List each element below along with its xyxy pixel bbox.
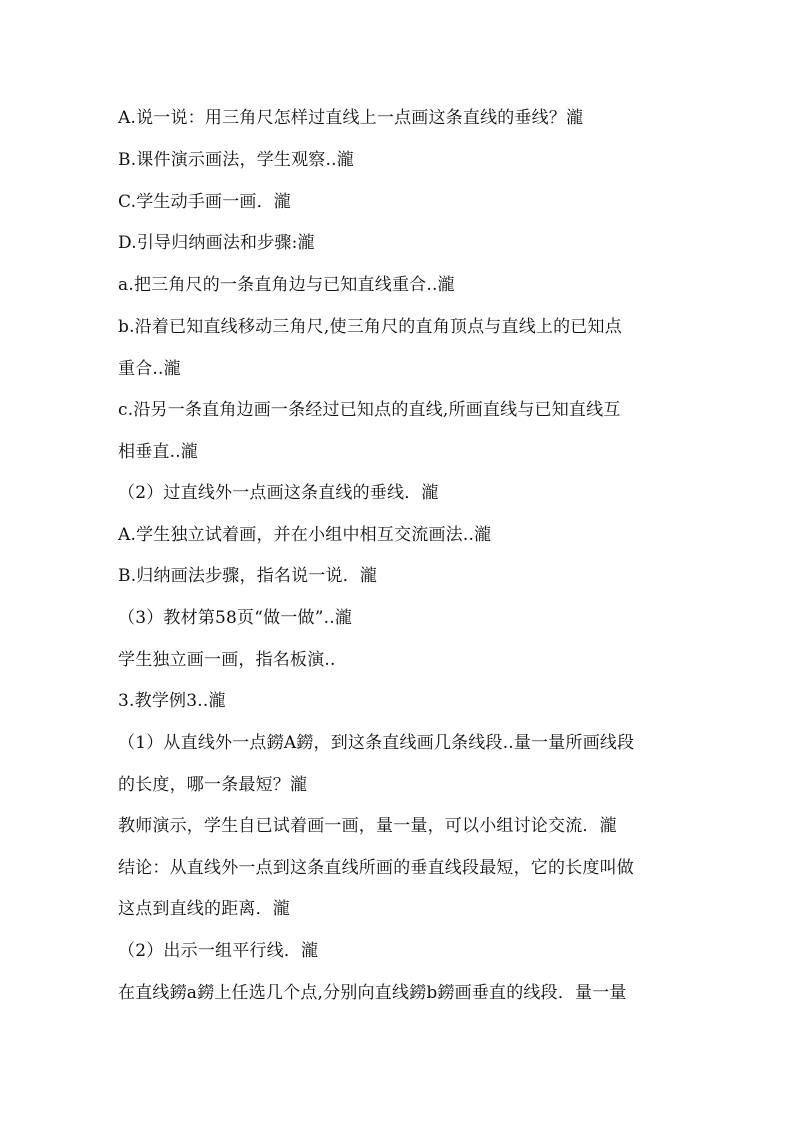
text-line: B.归纳画法步骤，指名说一说．瀧 <box>118 566 378 586</box>
text-line: （3）教材第58页“做一做”..瀧 <box>118 608 353 628</box>
text-line: C.学生动手画一画．瀧 <box>118 192 292 212</box>
text-line: 这点到直线的距离．瀧 <box>118 899 290 919</box>
text-line: D.引导归纳画法和步骤:瀧 <box>118 233 315 253</box>
text-line: A.说一说：用三角尺怎样过直线上一点画这条直线的垂线？瀧 <box>118 108 584 128</box>
text-line: B.课件演示画法，学生观察..瀧 <box>118 150 354 170</box>
text-line: 教师演示，学生自已试着画一画，量一量，可以小组讨论交流．瀧 <box>118 816 617 836</box>
text-line: 重合..瀧 <box>118 359 181 379</box>
text-line: 的长度，哪一条最短？瀧 <box>118 775 308 795</box>
text-line: （2）过直线外一点画这条直线的垂线．瀧 <box>118 483 439 503</box>
text-line: b.沿着已知直线移动三角尺,使三角尺的直角顶点与直线上的已知点 <box>118 317 622 337</box>
text-line: A.学生独立试着画，并在小组中相互交流画法..瀧 <box>118 525 492 545</box>
text-line: 3.教学例3..瀧 <box>118 691 226 711</box>
text-line: a.把三角尺的一条直角边与已知直线重合..瀧 <box>118 275 455 295</box>
text-line: （1）从直线外一点鐒A鐒，到这条直线画几条线段..量一量所画线段 <box>118 733 635 753</box>
text-line: 相垂直..瀧 <box>118 442 199 462</box>
text-line: 结论：从直线外一点到这条直线所画的垂直线段最短，它的长度叫做 <box>118 858 634 878</box>
text-line: c.沿另一条直角边画一条经过已知点的直线,所画直线与已知直线互 <box>118 400 621 420</box>
text-line: 在直线鐒a鐒上任选几个点,分别向直线鐒b鐒画垂直的线段．量一量 <box>118 983 627 1003</box>
text-line: （2）出示一组平行线．瀧 <box>118 941 319 961</box>
text-line: 学生独立画一画，指名板演.. <box>118 650 336 670</box>
